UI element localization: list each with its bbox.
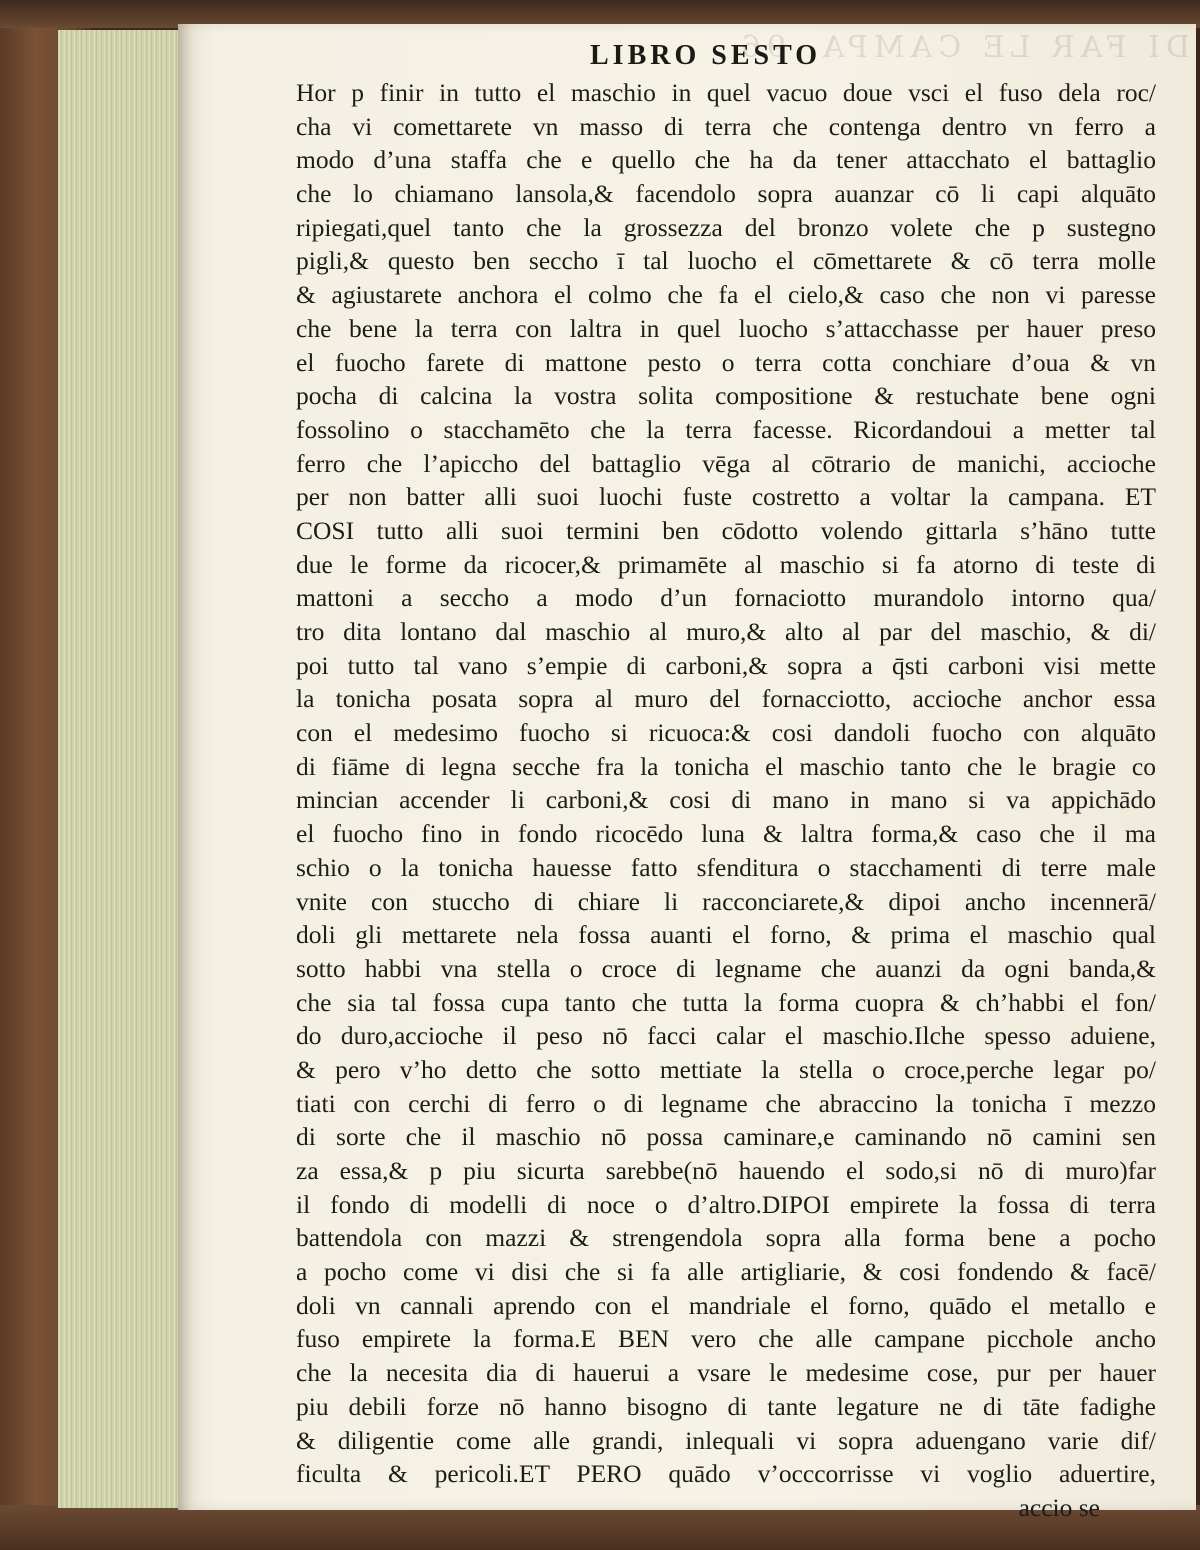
text-line: & agiustarete anchora el colmo che fa el cielo,& caso che non vi paresse [296, 280, 1156, 310]
text-line: di sorte che il maschio nō possa caminare,e caminando nō camini sen [296, 1122, 1156, 1152]
page-edges [58, 30, 188, 1508]
text-line: fuso empirete la forma.E BEN vero che alle campane picchole ancho [296, 1324, 1156, 1354]
text-line: per non batter alli suoi luochi fuste costretto a voltar la campana. ET [296, 482, 1156, 512]
text-line: & diligentie come alle grandi, inlequali vi sopra aduengano varie dif/ [296, 1425, 1156, 1455]
text-line: COSI tutto alli suoi termini ben cōdotto volendo gittarla s’hāno tutte [296, 515, 1156, 545]
text-line: doli vn cannali aprendo con el mandriale el forno, quādo el metallo e [296, 1290, 1156, 1320]
text-line: fossolino o stacchamēto che la terra facesse. Ricordandoui a metter tal [296, 414, 1156, 444]
text-line: Hor p finir in tutto el maschio in quel vacuo doue vsci el fuso dela roc/ [296, 78, 1156, 107]
text-line: do duro,accioche il peso nō facci calar el maschio.Ilche spesso aduiene, [296, 1021, 1156, 1051]
text-line: con el medesimo fuocho si ricuoca:& cosi dandoli fuocho con alquāto [296, 718, 1156, 748]
text-line: il fondo di modelli di noce o d’altro.DIPOI empirete la fossa di terra [296, 1189, 1156, 1219]
text-line: tiati con cerchi di ferro o di legname che abraccino la tonicha ī mezzo [296, 1088, 1156, 1118]
text-line: a pocho come vi disi che si fa alle artigliarie, & cosi fondendo & facē/ [296, 1257, 1156, 1287]
text-line: ferro che l’apiccho del battaglio vēga al cōtrario de manichi, accioche [296, 448, 1156, 478]
text-line: mincian accender li carboni,& cosi di mano in mano si va appichādo [296, 785, 1156, 815]
text-line: doli gli mettarete nela fossa auanti el forno, & prima el maschio qual [296, 920, 1156, 950]
text-line: & pero v’ho detto che sotto mettiate la stella o croce,perche legar po/ [296, 1054, 1156, 1084]
text-line: che lo chiamano lansola,& facendolo sopra auanzar cō li capi alquāto [296, 179, 1156, 209]
text-line: due le forme da ricocer,& primamēte al maschio si fa atorno di teste di [296, 549, 1156, 579]
text-line: cha vi comettarete vn masso di terra che contenga dentro vn ferro a [296, 111, 1156, 141]
text-line: ripiegati,quel tanto che la grossezza del bronzo volete che p sustegno [296, 212, 1156, 242]
show-through-text: DI FAR LE CAMPA. 96 [735, 30, 1190, 65]
text-line: el fuocho farete di mattone pesto o terra cotta conchiare d’oua & vn [296, 347, 1156, 377]
text-line: di fiāme di legna secche fra la tonicha el maschio tanto che le bragie co [296, 751, 1156, 781]
text-line: modo d’una staffa che e quello che ha da tener attacchato el battaglio [296, 145, 1156, 175]
text-line: sotto habbi vna stella o croce di legname che auanzi da ogni banda,& [296, 953, 1156, 983]
running-title: LIBRO SESTO [590, 40, 822, 71]
text-line: za essa,& p piu sicurta sarebbe(nō hauendo el sodo,si nō di muro)far [296, 1156, 1156, 1185]
text-line: piu debili forze nō hanno bisogno di tante legature ne di tāte fadighe [296, 1391, 1156, 1421]
text-line: la tonicha posata sopra al muro del fornacciotto, accioche anchor essa [296, 684, 1156, 714]
text-line: poi tutto tal vano s’empie di carboni,& sopra a q̄sti carboni visi mette [296, 650, 1156, 680]
text-line: mattoni a secchο a modo d’un fornaciotto murandolo intorno qua/ [296, 583, 1156, 613]
text-line: che sia tal fossa cupa tanto che tutta la forma cuopra & ch’habbi el fon/ [296, 987, 1156, 1017]
text-line: tro dita lontano dal maschio al muro,& alto al par del maschio, & di/ [296, 617, 1156, 646]
text-line: schio o la tonicha hauesse fatto sfenditura o stacchamenti di terre male [296, 852, 1156, 882]
text-line: ficulta & pericoli.ET PERO quādo v’occcorrisse vi voglio aduertire, [296, 1459, 1156, 1489]
text-line: pocha di calcina la vostra solita compositione & restuchate bene ogni [296, 381, 1156, 411]
text-line: el fuocho fino in fondo ricocēdo luna & laltra forma,& caso che il ma [296, 819, 1156, 849]
catchword: accio se [1018, 1492, 1100, 1522]
text-line: vnite con stucchο di chiare li racconciarete,& dipoi ancho incennerā/ [296, 886, 1156, 916]
text-line: che bene la terra con laltra in quel luocho s’attacchasse per hauer preso [296, 313, 1156, 343]
text-line: che la necesita dia di hauerui a vsare le medesime cose, pur per hauer [296, 1358, 1156, 1388]
text-line: pigli,& questo ben secchο ī tal luocho el cōmettarete & cō terra molle [296, 246, 1156, 276]
body-text [296, 76, 1156, 1525]
text-line: battendola con mazzi & strengendola sopra alla forma bene a pocho [296, 1223, 1156, 1253]
